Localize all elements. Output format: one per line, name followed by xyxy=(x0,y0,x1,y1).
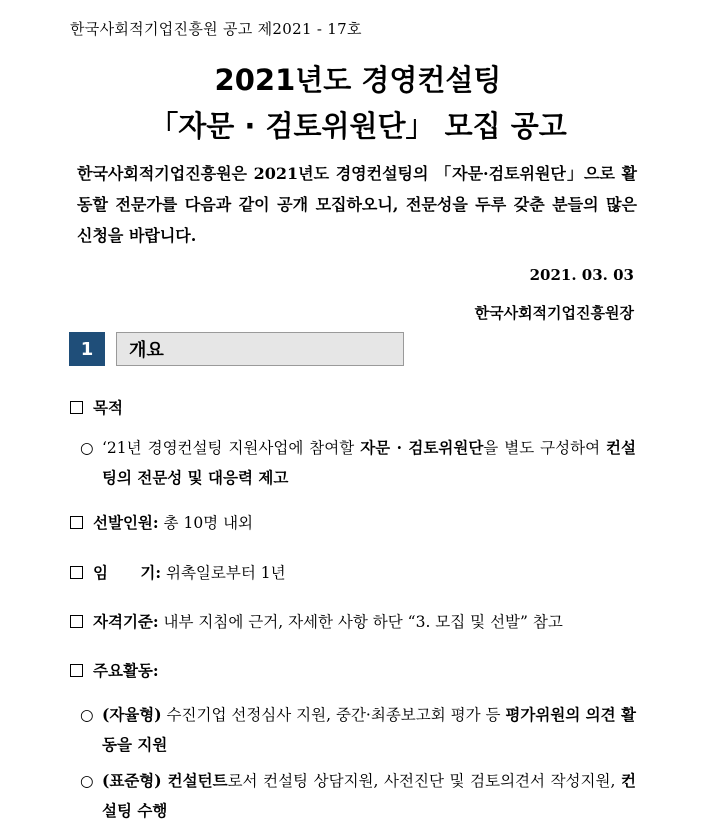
issuer-name: 한국사회적기업진흥원장 xyxy=(474,304,634,322)
activity-item-2-text xyxy=(102,766,636,826)
circle-bullet-icon: ○ xyxy=(80,772,94,790)
term-value: 위촉일로부터 1년 xyxy=(161,564,286,582)
circle-bullet-icon: ○ xyxy=(80,439,94,457)
qualification-row xyxy=(70,610,563,632)
activity-bold: 평가위원의 의견 활동을 지원 xyxy=(102,705,637,754)
purpose-bullet xyxy=(80,433,636,493)
intro-paragraph: 한국사회적기업진흥원은 2021년도 경영컨설팅의 「자문·검토위원단」으로 활동할 전문가를 다음과 같이 공개 모집하오니, 전문성을 두루 갖춘 분들의 많은 신청을 바랍니다. xyxy=(77,164,637,245)
purpose-label: 목적 xyxy=(93,398,123,417)
notice-date: 2021. 03. 03 xyxy=(529,266,634,284)
checkbox-square-icon xyxy=(70,401,83,414)
activity-tag: (표준형) xyxy=(102,771,162,790)
activity-item-1-text xyxy=(102,700,636,760)
activities-label: 주요활동: xyxy=(93,661,159,680)
purpose-text xyxy=(102,433,636,493)
term-row xyxy=(70,561,286,583)
page-title-line1: 2021년도 경영컨설팅 xyxy=(214,63,502,97)
purpose-heading xyxy=(70,396,123,418)
checkbox-square-icon xyxy=(70,664,83,677)
checkbox-square-icon xyxy=(70,615,83,628)
purpose-text-d: 컨설팅의 전문성 및 대응력 제고 xyxy=(102,438,636,487)
activity-bold-lead: 컨설턴트 xyxy=(161,771,228,790)
purpose-text-b: 자문 · 검토위원단 xyxy=(360,438,484,457)
purpose-text-a: ‘21년 경영컨설팅 지원사업에 참여할 xyxy=(102,439,361,457)
activities-heading xyxy=(70,659,159,681)
activity-item-2 xyxy=(80,766,636,826)
page-title-line2: 「자문 · 검토위원단」 모집 공고 xyxy=(149,109,567,143)
checkbox-square-icon xyxy=(70,566,83,579)
activity-bold: 컨설팅 수행 xyxy=(102,771,636,820)
section-title: 개요 xyxy=(116,332,404,366)
qualification-label: 자격기준: xyxy=(93,612,159,631)
selection-row xyxy=(70,511,253,533)
activity-text: 수진기업 선정심사 지원, 중간·최종보고회 평가 등 xyxy=(161,706,506,724)
section-number: 1 xyxy=(69,332,105,366)
selection-value: 총 10명 내외 xyxy=(158,514,254,532)
activity-tag: (자율형) xyxy=(102,705,162,724)
notice-number: 한국사회적기업진흥원 공고 제2021 - 17호 xyxy=(70,20,362,38)
selection-label: 선발인원: xyxy=(93,513,159,532)
term-label: 임 기: xyxy=(93,563,162,582)
activity-item-1 xyxy=(80,700,636,760)
qualification-value: 내부 지침에 근거, 자세한 사항 하단 “3. 모집 및 선발” 참고 xyxy=(158,613,563,631)
activity-text: 로서 컨설팅 상담지원, 사전진단 및 검토의견서 작성지원, xyxy=(227,772,622,790)
checkbox-square-icon xyxy=(70,516,83,529)
purpose-text-c: 을 별도 구성하여 xyxy=(483,439,607,457)
circle-bullet-icon: ○ xyxy=(80,706,94,724)
